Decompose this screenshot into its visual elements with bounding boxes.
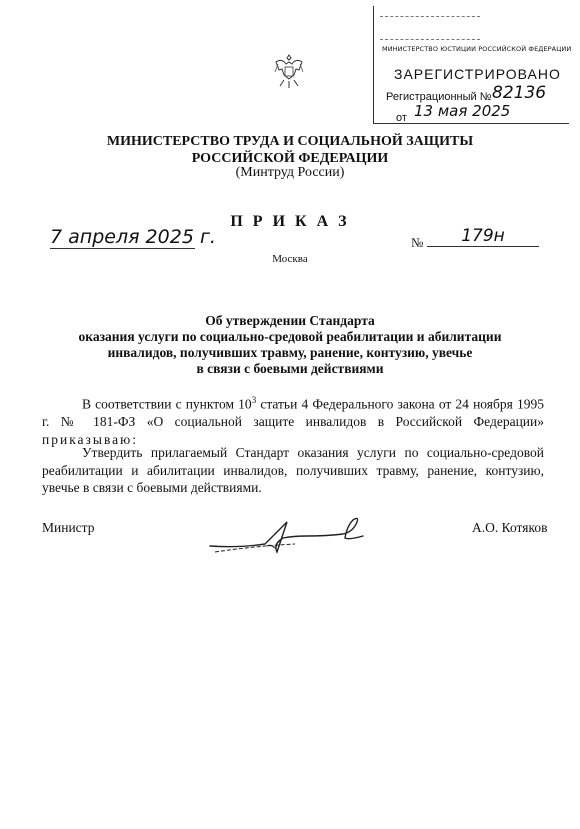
p1-text-a: В соответствии с пунктом 10 <box>82 396 252 412</box>
stamp-decoration <box>380 16 480 40</box>
ministry-short-name: (Минтруд России) <box>235 165 345 180</box>
coat-of-arms-icon <box>272 52 306 92</box>
order-number: 179н <box>427 226 539 247</box>
city: Москва <box>272 253 308 265</box>
title-line-4: в связи с боевыми действиями <box>196 361 384 376</box>
stamp-registered: ЗАРЕГИСТРИРОВАНО <box>394 66 561 82</box>
ministry-line-1: МИНИСТЕРСТВО ТРУДА И СОЦИАЛЬНОЙ ЗАЩИТЫ <box>106 134 474 149</box>
stamp-reg-number-label: Регистрационный № <box>386 91 492 103</box>
stamp-date-label: от <box>396 112 407 124</box>
paragraph-basis <box>42 392 544 448</box>
p1-text-b: статьи 4 Федерального закона от 24 ноября 1995 г. № 181-ФЗ «О социальной защите инвалидов в Российской Федерации» <box>42 396 544 429</box>
ministry-title <box>0 133 580 167</box>
signer-name: А.О. Котяков <box>472 520 548 535</box>
title-line-1: Об утверждении Стандарта <box>205 313 375 328</box>
p1-superscript: 3 <box>251 395 257 405</box>
stamp-reg-number: 82136 <box>492 83 547 103</box>
ministry-line-2: РОССИЙСКОЙ ФЕДЕРАЦИИ <box>191 151 389 166</box>
order-number-label: № <box>411 235 424 250</box>
stamp-date: 13 мая 2025 <box>414 102 511 120</box>
paragraph-approve: Утвердить прилагаемый Стандарт оказания услуги по социально-средовой реабилитации и абилитации инвалидов, получивших травму, ранение, контузию, увечье в связи с боевыми действиями. <box>42 445 544 495</box>
order-date: 7 апреля 2025 г. <box>50 226 216 248</box>
stamp-ministry: МИНИСТЕРСТВО ЮСТИЦИИ РОССИЙСКОЙ ФЕДЕРАЦИИ <box>382 45 572 53</box>
p1-order-word: приказываю: <box>42 431 138 447</box>
title-line-3: инвалидов, получивших травму, ранение, контузию, увечье <box>107 345 473 360</box>
title-line-2: оказания услуги по социально-средовой реабилитации и абилитации <box>78 329 502 344</box>
document-title <box>0 313 580 377</box>
doc-type: П Р И К А З <box>230 213 350 230</box>
registration-stamp <box>373 6 572 124</box>
handwritten-signature <box>205 512 385 562</box>
signer-role: Министр <box>42 520 95 535</box>
